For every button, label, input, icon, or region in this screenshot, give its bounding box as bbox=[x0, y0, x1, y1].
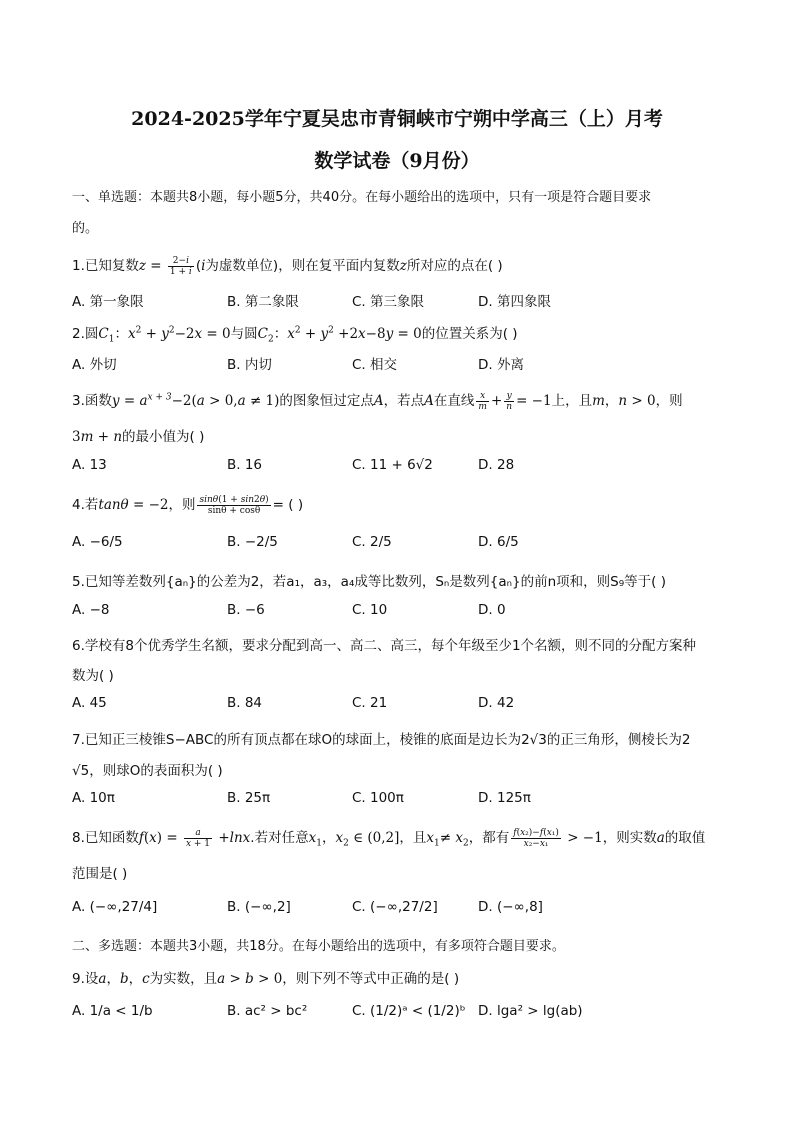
question-2: 2.圆$C_1$：$x^2 + y^2-2x = 0$与圆$C_2$：$x^2 + y^2 +2x-8y = 0$的位置关系为( ) bbox=[72, 325, 518, 345]
option-b[interactable]: B. 25π bbox=[227, 790, 271, 806]
question-5: 5.已知等差数列{aₙ}的公差为2，若a₁，a₃，a₄成等比数列，Sₙ是数列{aₙ}的前n项和，则S₉等于( ) bbox=[72, 574, 666, 590]
option-d[interactable]: D. 外离 bbox=[478, 357, 524, 373]
option-d[interactable]: D. 0 bbox=[478, 602, 506, 618]
option-d[interactable]: D. 42 bbox=[478, 695, 515, 711]
option-b[interactable]: B. 84 bbox=[227, 695, 263, 711]
option-a[interactable]: A. 10π bbox=[72, 790, 115, 806]
question-7-options bbox=[72, 790, 732, 810]
option-c[interactable]: C. 10 bbox=[352, 602, 388, 618]
option-d[interactable]: D. 第四象限 bbox=[478, 294, 551, 310]
option-b[interactable]: B. −2/5 bbox=[227, 534, 278, 550]
question-9-options bbox=[72, 1003, 732, 1023]
exam-title-line2: 数学试卷（9月份） bbox=[314, 150, 480, 172]
option-b[interactable]: B. −6 bbox=[227, 602, 265, 618]
question-6: 6.学校有8个优秀学生名额，要求分配到高一、高二、高三，每个年级至少1个名额，则不同的分配方案种 bbox=[72, 638, 697, 654]
question-9: 9.设a，b，c为实数，且a > b > 0，则下列不等式中正确的是( ) bbox=[72, 971, 460, 987]
option-a[interactable]: A. (−∞,27/4] bbox=[72, 899, 158, 915]
exam-title-line1: 2024-2025学年宁夏吴忠市青铜峡市宁朔中学高三（上）月考 bbox=[131, 108, 663, 130]
question-5-options bbox=[72, 602, 732, 622]
option-a[interactable]: A. 1/a < 1/b bbox=[72, 1003, 153, 1019]
option-a[interactable]: A. 45 bbox=[72, 695, 107, 711]
option-d[interactable]: D. 28 bbox=[478, 457, 515, 473]
option-d[interactable]: D. (−∞,8] bbox=[478, 899, 543, 915]
option-c[interactable]: C. 2/5 bbox=[352, 534, 392, 550]
question-6-options bbox=[72, 695, 732, 715]
option-b[interactable]: B. ac² > bc² bbox=[227, 1003, 308, 1019]
option-d[interactable]: D. lga² > lg(ab) bbox=[478, 1003, 583, 1019]
option-d[interactable]: D. 125π bbox=[478, 790, 531, 806]
question-3-options bbox=[72, 457, 732, 477]
question-3: 3.函数$y = a^{x + 3}-2(a > 0,a \ne 1)$的图象恒过定点A，若点A在直线 $\frac{x}{m}$ + $\frac{y}{n}$ = −1上，且m，n > 0，则 bbox=[72, 390, 683, 412]
option-a[interactable]: A. 13 bbox=[72, 457, 107, 473]
option-a[interactable]: A. 外切 bbox=[72, 357, 117, 373]
question-8: 8.已知函数f(x) = $\frac{a}{x + 1}$ +lnx.若对任意$x_1$，$x_2$ ∈ (0,2]，且$x_1\ne x_2$，都有 $\frac{\text{f(x₂)−f(x₁)}}{\text{x₂−x₁}}$ > −1，则实数a的取值 bbox=[72, 827, 706, 849]
option-d[interactable]: D. 6/5 bbox=[478, 534, 519, 550]
question-7-cont: √5，则球O的表面积为( ) bbox=[72, 763, 223, 779]
question-3-cont: 3m + n的最小值为( ) bbox=[72, 429, 205, 445]
question-4: 4.若tanθ = −2，则 $\frac{\sin\theta(1 + \sin 2\theta)}{\sin\theta + \cos\theta}$ = ( ) bbox=[72, 494, 304, 516]
option-b[interactable]: B. 内切 bbox=[227, 357, 272, 373]
option-c[interactable]: C. 11 + 6√2 bbox=[352, 457, 433, 473]
question-6-cont: 数为( ) bbox=[72, 668, 114, 684]
option-b[interactable]: B. 第二象限 bbox=[227, 294, 299, 310]
option-c[interactable]: C. 相交 bbox=[352, 357, 398, 373]
option-c[interactable]: C. 100π bbox=[352, 790, 404, 806]
option-b[interactable]: B. 16 bbox=[227, 457, 263, 473]
option-a[interactable]: A. −6/5 bbox=[72, 534, 123, 550]
question-2-options bbox=[72, 353, 732, 373]
option-a[interactable]: A. 第一象限 bbox=[72, 294, 144, 310]
option-a[interactable]: A. −8 bbox=[72, 602, 110, 618]
question-8-cont: 范围是( ) bbox=[72, 866, 128, 882]
option-c[interactable]: C. 第三象限 bbox=[352, 294, 425, 310]
option-b[interactable]: B. (−∞,2] bbox=[227, 899, 291, 915]
question-4-options bbox=[72, 534, 732, 554]
section1-heading: 一、单选题：本题共8小题，每小题5分，共40分。在每小题给出的选项中，只有一项是符合题目要求 bbox=[72, 190, 652, 205]
option-c[interactable]: C. 21 bbox=[352, 695, 388, 711]
question-7: 7.已知正三棱锥S−ABC的所有顶点都在球O的球面上，棱锥的底面是边长为2√3的正三角形，侧棱长为2 bbox=[72, 732, 691, 748]
question-1: 1.已知复数z = $\frac{2-i}{1 + i}$ (i为虚数单位)，则在复平面内复数z所对应的点在( ) bbox=[72, 255, 503, 277]
option-c[interactable]: C. (−∞,27/2] bbox=[352, 899, 438, 915]
question-1-options bbox=[72, 290, 732, 310]
option-c[interactable]: C. (1/2)ᵃ < (1/2)ᵇ bbox=[352, 1003, 466, 1019]
section2-heading: 二、多选题：本题共3小题，共18分。在每小题给出的选项中，有多项符合题目要求。 bbox=[72, 939, 565, 954]
section1-heading-cont: 的。 bbox=[72, 221, 99, 236]
question-8-options bbox=[72, 899, 732, 919]
